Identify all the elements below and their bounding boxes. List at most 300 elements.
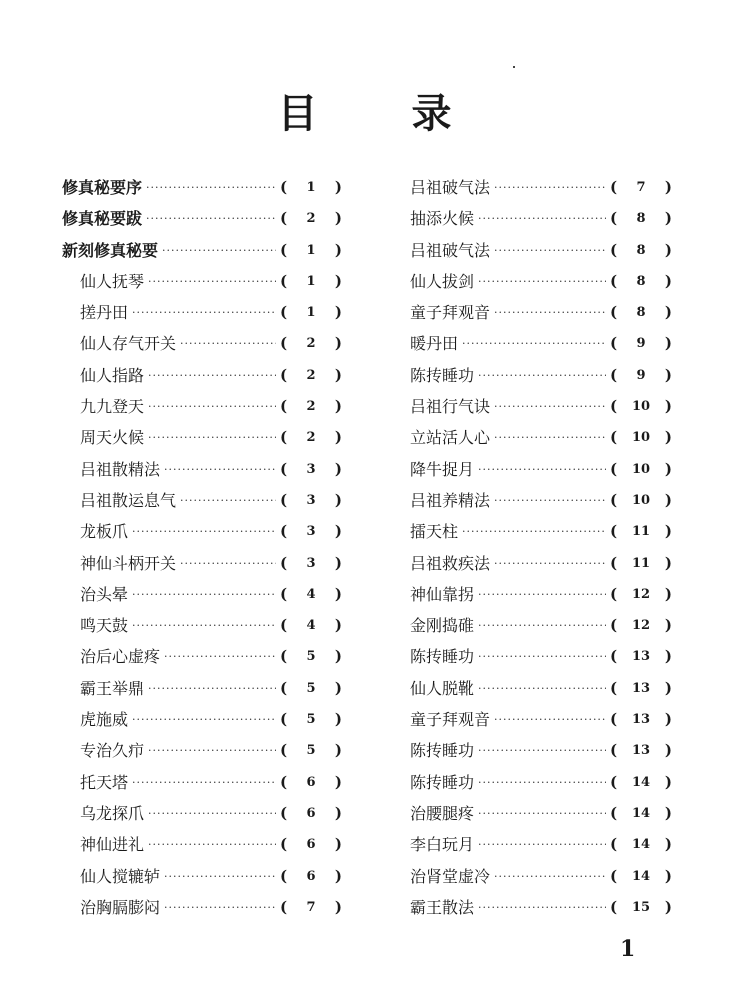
toc-entry-page: 14: [631, 837, 651, 853]
open-paren: (: [280, 490, 288, 509]
close-paren: ): [334, 772, 342, 791]
open-paren: (: [610, 678, 618, 697]
leader-dots: [478, 673, 606, 704]
toc-entry-page: 12: [631, 618, 651, 634]
toc-entry-title: 专治久疖: [80, 741, 145, 761]
toc-entry[interactable]: [410, 172, 672, 203]
toc-entry-title: 治腰腿疼: [410, 803, 475, 823]
toc-entry[interactable]: [410, 641, 672, 672]
leader-dots: [132, 516, 276, 547]
toc-entry[interactable]: [62, 391, 342, 422]
toc-entry[interactable]: [62, 798, 342, 829]
toc-entry-title: 新刻修真秘要: [62, 240, 159, 260]
toc-page-ref: [610, 454, 672, 485]
toc-entry[interactable]: [410, 360, 672, 391]
toc-entry-page: 1: [306, 273, 316, 289]
toc-entry-title: 九九登天: [80, 397, 145, 417]
toc-entry-page: 4: [306, 586, 316, 602]
close-paren: ): [664, 772, 672, 791]
toc-entry-title: 童子拜观音: [410, 303, 491, 323]
toc-entry-page: 12: [631, 586, 651, 602]
toc-page-ref: [280, 235, 342, 266]
open-paren: (: [280, 178, 288, 196]
close-paren: ): [664, 178, 672, 196]
toc-page-ref: [280, 767, 342, 798]
toc-page-ref: [280, 610, 342, 641]
leader-dots: [478, 203, 606, 234]
leader-dots: [478, 829, 606, 860]
leader-dots: [478, 892, 606, 923]
toc-entry[interactable]: [410, 422, 672, 453]
toc-page-ref: [280, 829, 342, 860]
open-paren: (: [280, 897, 288, 916]
toc-entry-page: 10: [631, 430, 651, 446]
toc-entry[interactable]: [410, 829, 672, 860]
leader-dots: [148, 360, 276, 391]
toc-entry[interactable]: [62, 297, 342, 328]
open-paren: (: [610, 803, 618, 822]
toc-entry-title: 神仙斗柄开关: [80, 553, 177, 573]
toc-page-ref: [610, 673, 672, 704]
close-paren: ): [334, 459, 342, 478]
toc-page-ref: [610, 172, 672, 203]
toc-entry[interactable]: [62, 203, 342, 234]
leader-dots: [148, 673, 276, 704]
toc-entry[interactable]: [62, 829, 342, 860]
open-paren: (: [280, 365, 288, 384]
leader-dots: [164, 892, 276, 923]
toc-page-ref: [280, 360, 342, 391]
leader-dots: [162, 235, 276, 266]
toc-page-ref: [610, 266, 672, 297]
open-paren: (: [610, 490, 618, 509]
toc-entry-page: 9: [636, 336, 646, 352]
toc-entry[interactable]: [62, 454, 342, 485]
toc-entry-page: 9: [636, 367, 646, 383]
toc-entry-title: 仙人搅辘轳: [80, 866, 161, 886]
leader-dots: [148, 798, 276, 829]
open-paren: (: [280, 647, 288, 666]
close-paren: ): [334, 866, 342, 885]
open-paren: (: [610, 240, 618, 259]
open-paren: (: [280, 866, 288, 885]
toc-entry[interactable]: [410, 798, 672, 829]
leader-dots: [494, 391, 606, 422]
toc-entry[interactable]: [410, 203, 672, 234]
toc-entry-page: 4: [306, 618, 316, 634]
leader-dots: [132, 610, 276, 641]
toc-entry-title: 治胸膈膨闷: [80, 897, 161, 917]
open-paren: (: [280, 835, 288, 854]
open-paren: (: [280, 522, 288, 541]
toc-entry-page: 5: [306, 743, 316, 759]
close-paren: ): [664, 459, 672, 478]
toc-page-ref: [610, 516, 672, 547]
toc-entry-title: 吕祖破气法: [410, 178, 491, 197]
toc-entry[interactable]: [410, 328, 672, 359]
toc-entry-page: 6: [306, 805, 316, 821]
leader-dots: [494, 861, 606, 892]
open-paren: (: [610, 866, 618, 885]
leader-dots: [148, 422, 276, 453]
close-paren: ): [334, 428, 342, 447]
toc-entry-page: 11: [631, 555, 651, 571]
toc-entry-title: 托天塔: [80, 772, 129, 792]
toc-page-ref: [280, 892, 342, 923]
toc-page-ref: [280, 641, 342, 672]
toc-entry-page: 1: [306, 305, 316, 321]
open-paren: (: [610, 209, 618, 228]
leader-dots: [494, 485, 606, 516]
toc-entry-title: 治头晕: [80, 584, 129, 604]
open-paren: (: [280, 553, 288, 572]
close-paren: ): [334, 303, 342, 322]
toc-entry[interactable]: [410, 767, 672, 798]
toc-entry[interactable]: [62, 266, 342, 297]
toc-entry-title: 仙人拔剑: [410, 271, 475, 291]
toc-entry-page: 15: [631, 899, 651, 915]
toc-entry-page: 14: [631, 805, 651, 821]
open-paren: (: [280, 584, 288, 603]
toc-page-ref: [610, 235, 672, 266]
toc-entry[interactable]: [410, 610, 672, 641]
leader-dots: [462, 328, 606, 359]
close-paren: ): [664, 240, 672, 259]
toc-page-ref: [610, 798, 672, 829]
close-paren: ): [664, 522, 672, 541]
open-paren: (: [610, 772, 618, 791]
close-paren: ): [334, 647, 342, 666]
toc-entry-title: 仙人脱靴: [410, 678, 475, 698]
toc-entry-page: 6: [306, 868, 316, 884]
toc-entry[interactable]: [410, 735, 672, 766]
leader-dots: [180, 485, 276, 516]
toc-page-ref: [610, 861, 672, 892]
toc-entry-page: 3: [306, 461, 316, 477]
close-paren: ): [664, 397, 672, 416]
open-paren: (: [280, 334, 288, 353]
toc-entry[interactable]: [62, 767, 342, 798]
toc-page-ref: [610, 829, 672, 860]
toc-entry[interactable]: [62, 704, 342, 735]
toc-entry-title: 李白玩月: [410, 835, 475, 855]
toc-entry-title: 仙人抚琴: [80, 271, 145, 291]
leader-dots: [494, 297, 606, 328]
leader-dots: [180, 328, 276, 359]
close-paren: ): [664, 616, 672, 635]
toc-page-ref: [610, 735, 672, 766]
toc-entry[interactable]: [410, 673, 672, 704]
toc-page-ref: [280, 735, 342, 766]
leader-dots: [132, 579, 276, 610]
open-paren: (: [280, 678, 288, 697]
open-paren: (: [280, 303, 288, 322]
open-paren: (: [610, 271, 618, 290]
toc-entry-title: 抽添火候: [410, 209, 475, 229]
leader-dots: [164, 454, 276, 485]
toc-entry[interactable]: [62, 861, 342, 892]
toc-entry-page: 2: [306, 430, 316, 446]
open-paren: (: [280, 616, 288, 635]
toc-entry-title: 乌龙探爪: [80, 803, 145, 823]
close-paren: ): [664, 710, 672, 729]
toc-entry-page: 5: [306, 649, 316, 665]
leader-dots: [132, 297, 276, 328]
toc-page-ref: [610, 892, 672, 923]
toc-entry-page: 11: [631, 524, 651, 540]
toc-entry[interactable]: [62, 641, 342, 672]
leader-dots: [478, 641, 606, 672]
open-paren: (: [610, 178, 618, 196]
page-title: 目 录: [277, 90, 492, 137]
toc-entry-page: 2: [306, 367, 316, 383]
open-paren: (: [280, 209, 288, 228]
toc-page-ref: [610, 360, 672, 391]
toc-page-ref: [280, 454, 342, 485]
toc-entry[interactable]: [62, 485, 342, 516]
close-paren: ): [664, 647, 672, 666]
toc-entry-title: 暖丹田: [410, 334, 459, 354]
close-paren: ): [334, 240, 342, 259]
close-paren: ): [334, 209, 342, 228]
toc-entry-title: 陈抟睡功: [410, 365, 475, 385]
toc-entry-title: 周天火候: [80, 428, 145, 448]
toc-entry[interactable]: [62, 172, 342, 203]
toc-entry-title: 神仙靠拐: [410, 584, 475, 604]
open-paren: (: [610, 365, 618, 384]
close-paren: ): [334, 178, 342, 196]
close-paren: ): [664, 428, 672, 447]
close-paren: ): [334, 334, 342, 353]
toc-page-ref: [280, 861, 342, 892]
leader-dots: [494, 235, 606, 266]
toc-page-ref: [610, 548, 672, 579]
toc-entry[interactable]: [410, 704, 672, 735]
toc-entry-title: 擂天柱: [410, 522, 459, 542]
open-paren: (: [280, 710, 288, 729]
toc-entry-title: 霸王散法: [410, 897, 475, 917]
toc-entry[interactable]: [62, 673, 342, 704]
close-paren: ): [334, 897, 342, 916]
toc-entry-title: 降牛捉月: [410, 459, 475, 479]
toc-page-ref: [610, 610, 672, 641]
close-paren: ): [664, 553, 672, 572]
open-paren: (: [610, 710, 618, 729]
toc-entry-title: 吕祖行气诀: [410, 397, 491, 417]
toc-entry[interactable]: [62, 548, 342, 579]
toc-left-column: [62, 172, 342, 923]
open-paren: (: [610, 584, 618, 603]
close-paren: ): [664, 803, 672, 822]
leader-dots: [164, 861, 276, 892]
toc-entry[interactable]: [410, 235, 672, 266]
toc-page-ref: [280, 266, 342, 297]
toc-entry-title: 仙人存气开关: [80, 334, 177, 354]
toc-entry-title: 陈抟睡功: [410, 741, 475, 761]
toc-entry[interactable]: [62, 360, 342, 391]
leader-dots: [132, 704, 276, 735]
leader-dots: [132, 767, 276, 798]
leader-dots: [494, 172, 606, 203]
page-number: 1: [620, 936, 636, 962]
open-paren: (: [280, 271, 288, 290]
leader-dots: [478, 610, 606, 641]
open-paren: (: [280, 240, 288, 259]
leader-dots: [146, 203, 276, 234]
close-paren: ): [664, 303, 672, 322]
toc-entry[interactable]: [62, 892, 342, 923]
close-paren: ): [664, 866, 672, 885]
toc-entry[interactable]: [410, 266, 672, 297]
leader-dots: [494, 548, 606, 579]
open-paren: (: [610, 897, 618, 916]
toc-entry-title: 童子拜观音: [410, 710, 491, 730]
toc-entry-page: 8: [636, 242, 646, 258]
leader-dots: [148, 829, 276, 860]
toc-entry[interactable]: [410, 892, 672, 923]
close-paren: ): [334, 522, 342, 541]
toc-entry-page: 1: [306, 180, 316, 195]
open-paren: (: [610, 428, 618, 447]
toc-right-column: [410, 172, 672, 923]
toc-entry-page: 6: [306, 774, 316, 790]
leader-dots: [148, 266, 276, 297]
open-paren: (: [610, 553, 618, 572]
toc-entry[interactable]: [62, 422, 342, 453]
close-paren: ): [664, 835, 672, 854]
open-paren: (: [280, 803, 288, 822]
toc-page-ref: [280, 798, 342, 829]
leader-dots: [494, 422, 606, 453]
toc-page-ref: [280, 422, 342, 453]
close-paren: ): [334, 616, 342, 635]
close-paren: ): [664, 897, 672, 916]
close-paren: ): [664, 678, 672, 697]
toc-entry-title: 鸣天鼓: [80, 616, 129, 636]
toc-entry[interactable]: [62, 516, 342, 547]
toc-entry-page: 14: [631, 868, 651, 884]
toc-page-ref: [280, 548, 342, 579]
toc-entry-title: 金刚捣碓: [410, 616, 475, 636]
toc-page-ref: [280, 297, 342, 328]
toc-entry[interactable]: [410, 454, 672, 485]
open-paren: (: [280, 772, 288, 791]
toc-page-ref: [280, 485, 342, 516]
toc-entry-page: 2: [306, 211, 316, 227]
toc-page-ref: [280, 203, 342, 234]
toc-entry-title: 搓丹田: [80, 303, 129, 323]
open-paren: (: [610, 741, 618, 760]
leader-dots: [494, 704, 606, 735]
toc-entry-title: 吕祖破气法: [410, 240, 491, 260]
toc-page-ref: [610, 297, 672, 328]
leader-dots: [478, 579, 606, 610]
toc-entry[interactable]: [410, 391, 672, 422]
leader-dots: [478, 266, 606, 297]
toc-page-ref: [280, 172, 342, 203]
toc-page-ref: [610, 704, 672, 735]
leader-dots: [180, 548, 276, 579]
toc-entry-page: 13: [631, 680, 651, 696]
leader-dots: [478, 798, 606, 829]
toc-entry-title: 神仙进礼: [80, 835, 145, 855]
close-paren: ): [334, 490, 342, 509]
open-paren: (: [280, 459, 288, 478]
toc-entry-title: 治肾堂虚冷: [410, 866, 491, 886]
toc-entry-title: 虎施威: [80, 710, 129, 730]
close-paren: ): [334, 741, 342, 760]
leader-dots: [148, 391, 276, 422]
toc-page-ref: [610, 328, 672, 359]
leader-dots: [478, 735, 606, 766]
open-paren: (: [610, 616, 618, 635]
toc-entry[interactable]: [62, 579, 342, 610]
toc-entry[interactable]: [62, 235, 342, 266]
scan-speck: [513, 66, 515, 68]
toc-entry-page: 10: [631, 492, 651, 508]
leader-dots: [164, 641, 276, 672]
close-paren: ): [664, 365, 672, 384]
toc-entry[interactable]: [410, 861, 672, 892]
toc-entry-page: 1: [306, 242, 316, 258]
toc-entry-title: 吕祖散精法: [80, 459, 161, 479]
toc-entry[interactable]: [410, 516, 672, 547]
close-paren: ): [334, 365, 342, 384]
close-paren: ): [334, 584, 342, 603]
toc-entry-page: 8: [636, 305, 646, 321]
toc-entry-page: 10: [631, 461, 651, 477]
toc-page-ref: [610, 203, 672, 234]
toc-entry-title: 陈抟睡功: [410, 772, 475, 792]
open-paren: (: [610, 835, 618, 854]
close-paren: ): [664, 490, 672, 509]
toc-page-ref: [280, 391, 342, 422]
toc-page-ref: [610, 391, 672, 422]
open-paren: (: [280, 397, 288, 416]
toc-page-ref: [280, 328, 342, 359]
leader-dots: [462, 516, 606, 547]
toc-entry[interactable]: [62, 735, 342, 766]
close-paren: ): [334, 835, 342, 854]
close-paren: ): [664, 741, 672, 760]
toc-entry[interactable]: [62, 328, 342, 359]
toc-entry-title: 陈抟睡功: [410, 647, 475, 667]
toc-entry[interactable]: [410, 579, 672, 610]
close-paren: ): [334, 678, 342, 697]
toc-entry[interactable]: [410, 548, 672, 579]
close-paren: ): [664, 271, 672, 290]
toc-entry-page: 10: [631, 399, 651, 415]
leader-dots: [148, 735, 276, 766]
leader-dots: [478, 360, 606, 391]
close-paren: ): [334, 710, 342, 729]
toc-entry[interactable]: [62, 610, 342, 641]
close-paren: ): [664, 334, 672, 353]
toc-entry-page: 5: [306, 712, 316, 728]
toc-entry-title: 吕祖救疾法: [410, 553, 491, 573]
toc-entry[interactable]: [410, 485, 672, 516]
toc-page-ref: [280, 704, 342, 735]
close-paren: ): [334, 553, 342, 572]
toc-entry-title: 修真秘要序: [62, 178, 143, 197]
toc-entry-title: 吕祖养精法: [410, 490, 491, 510]
close-paren: ): [334, 803, 342, 822]
toc-entry[interactable]: [410, 297, 672, 328]
open-paren: (: [280, 428, 288, 447]
close-paren: ): [664, 584, 672, 603]
close-paren: ): [334, 397, 342, 416]
toc-entry-page: 5: [306, 680, 316, 696]
